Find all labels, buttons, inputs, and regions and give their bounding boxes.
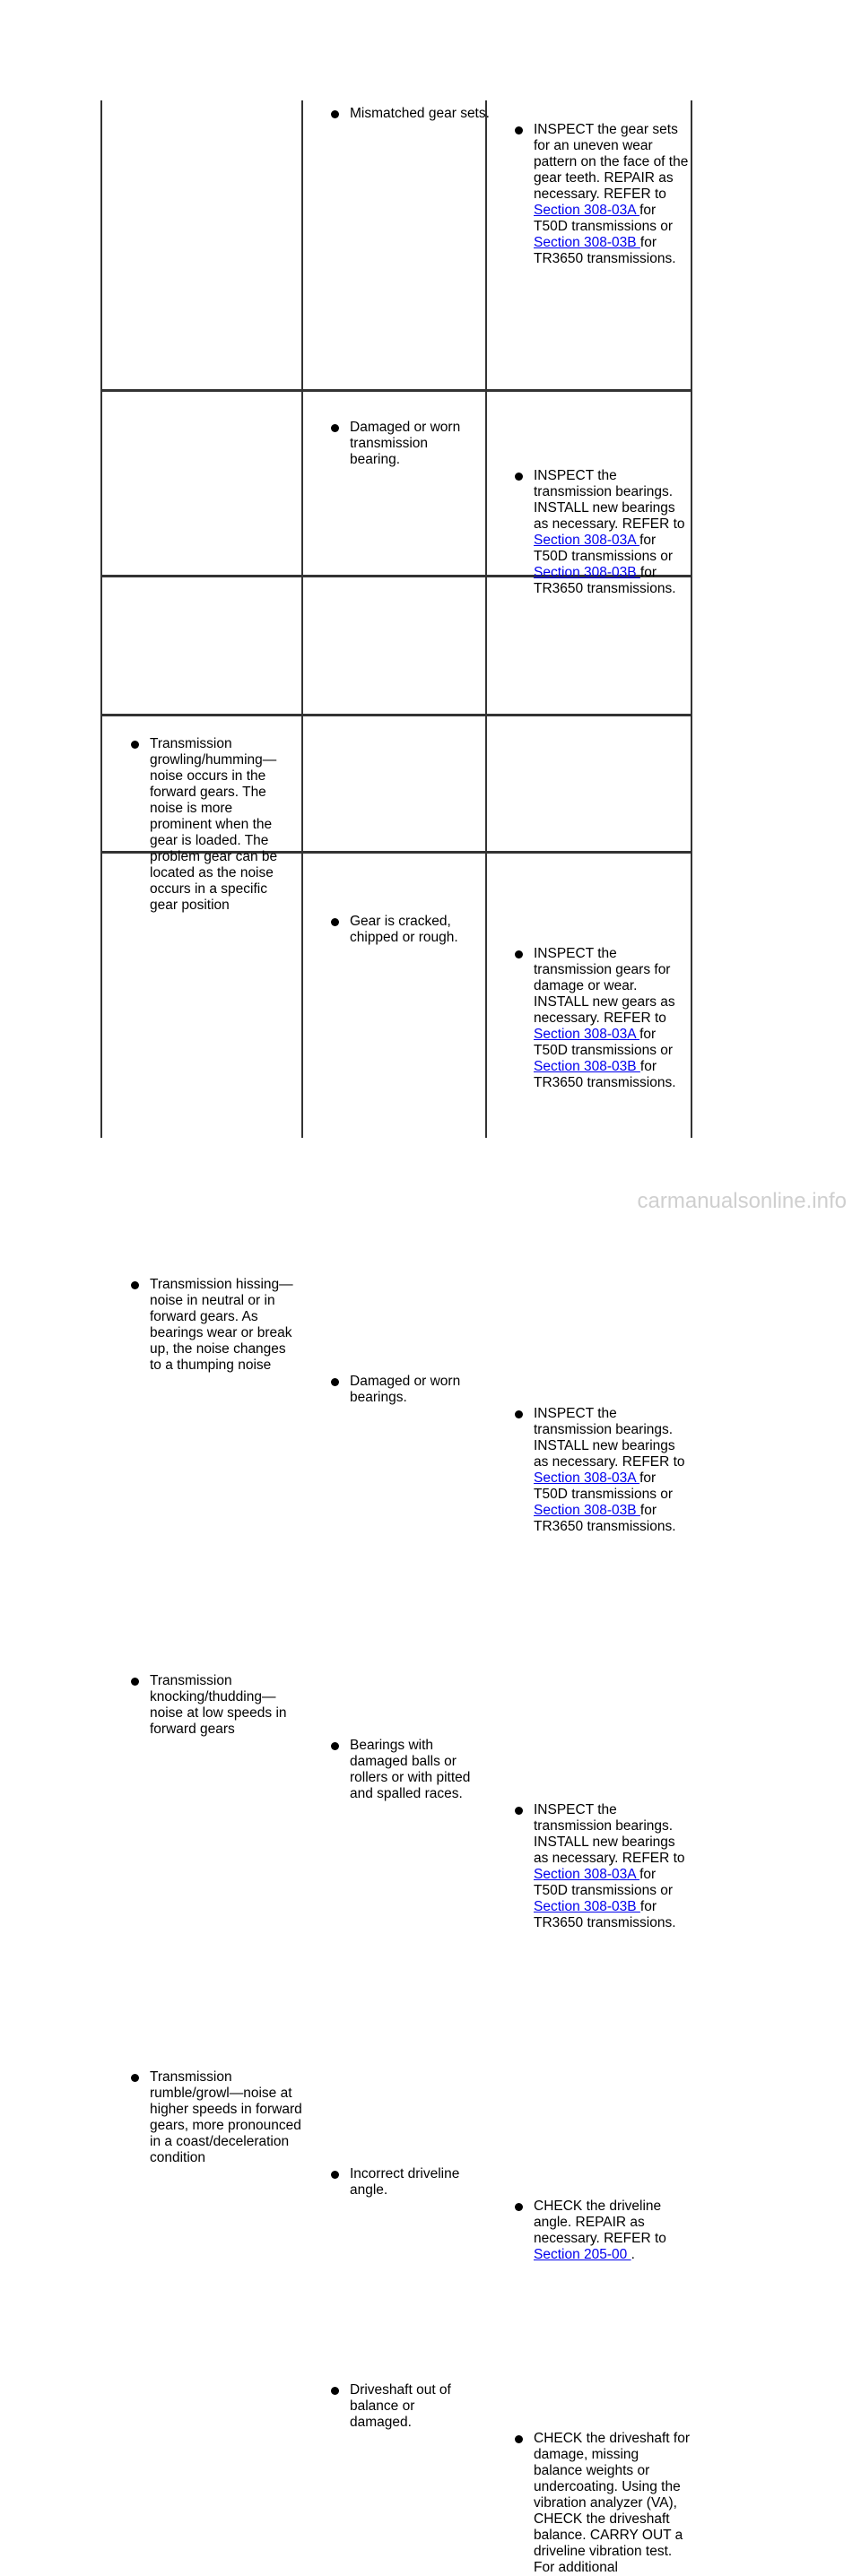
- action-body: .: [631, 2247, 635, 2262]
- action-body: for TR3650 transmissions.: [534, 1059, 676, 1090]
- table-border-col2: [301, 100, 303, 1138]
- action-text: [514, 1802, 691, 1931]
- action-body: for TR3650 transmissions.: [534, 235, 676, 266]
- cause-text: Damaged or worn bearings.: [330, 1374, 480, 1406]
- action-body: INSPECT the transmission bearings. INSTALL new bearings as necessary. REFER to: [534, 1802, 685, 1866]
- action-body: INSPECT the transmission gears for damage or wear. INSTALL new gears as necessary. REFER to: [534, 946, 675, 1026]
- section-link[interactable]: Section 308-03B: [534, 1059, 640, 1074]
- action-body: for T50D transmissions or: [534, 533, 674, 564]
- action-body: for T50D transmissions or: [534, 1867, 674, 1898]
- action-body: INSPECT the transmission bearings. INSTALL new bearings as necessary. REFER to: [534, 1406, 685, 1470]
- symptom-text: Transmission rumble/growl—noise at higher speeds in forward gears, more pronounced in a coast/deceleration condition: [130, 2069, 304, 2166]
- section-link[interactable]: Section 308-03A: [534, 203, 640, 218]
- section-link[interactable]: Section 308-03B: [534, 1899, 640, 1914]
- action-body: CHECK the driveline angle. REPAIR as necessary. REFER to: [534, 2199, 666, 2246]
- section-link[interactable]: Section 205-00: [534, 2247, 631, 2262]
- action-body: for TR3650 transmissions.: [534, 1503, 676, 1534]
- action-text: [514, 468, 691, 597]
- action-body: for T50D transmissions or: [534, 203, 674, 234]
- cause-text: Damaged or worn transmission bearing.: [330, 420, 480, 468]
- row-divider: [100, 389, 692, 392]
- action-text: [514, 1406, 691, 1535]
- watermark-text: carmanualsonline.info: [637, 1189, 847, 1213]
- action-text: [514, 122, 691, 267]
- symptom-text: Transmission growling/humming—noise occurs in the forward gears. The noise is more prominent when the gear is loaded. The problem gear can be located as the noise occurs in a specific gear position: [130, 736, 293, 914]
- row-divider: [100, 714, 692, 716]
- cause-text: Mismatched gear sets.: [330, 106, 493, 122]
- section-link[interactable]: Section 308-03B: [534, 235, 640, 250]
- section-link[interactable]: Section 308-03A: [534, 533, 640, 548]
- symptom-text: Transmission knocking/thudding—noise at low speeds in forward gears: [130, 1673, 300, 1738]
- action-text: [514, 946, 691, 1091]
- action-body: for T50D transmissions or: [534, 1027, 674, 1058]
- section-link[interactable]: Section 308-03A: [534, 1867, 640, 1882]
- action-text: [514, 2431, 691, 2576]
- action-body: CHECK the driveshaft for damage, missing balance weights or undercoating. Using the vibration analyzer (VA), CHECK the driveshaft balance. CARRY OUT a driveline vibration test. For additional: [534, 2431, 691, 2575]
- cause-text: Driveshaft out of balance or damaged.: [330, 2382, 480, 2431]
- action-text: [514, 2199, 691, 2263]
- table-border-left: [100, 100, 102, 1138]
- cause-text: Bearings with damaged balls or rollers or with pitted and spalled races.: [330, 1738, 484, 1802]
- action-body: for T50D transmissions or: [534, 1470, 674, 1502]
- action-body: INSPECT the transmission bearings. INSTALL new bearings as necessary. REFER to: [534, 468, 685, 532]
- section-link[interactable]: Section 308-03B: [534, 1503, 640, 1518]
- action-body: INSPECT the gear sets for an uneven wear pattern on the face of the gear teeth. REPAIR as necessary. REFER to: [534, 122, 689, 202]
- section-link[interactable]: Section 308-03B: [534, 565, 640, 580]
- cause-text: Incorrect driveline angle.: [330, 2166, 489, 2199]
- cause-text: Gear is cracked, chipped or rough.: [330, 914, 489, 946]
- action-body: for TR3650 transmissions.: [534, 565, 676, 596]
- section-link[interactable]: Section 308-03A: [534, 1027, 640, 1042]
- table-border-right: [691, 100, 692, 1138]
- section-link[interactable]: Section 308-03A: [534, 1470, 640, 1486]
- symptom-text: Transmission hissing—noise in neutral or in forward gears. As bearings wear or break up, the noise changes to a thumping noise: [130, 1277, 300, 1374]
- table-border-col3: [485, 100, 487, 1138]
- action-body: for TR3650 transmissions.: [534, 1899, 676, 1930]
